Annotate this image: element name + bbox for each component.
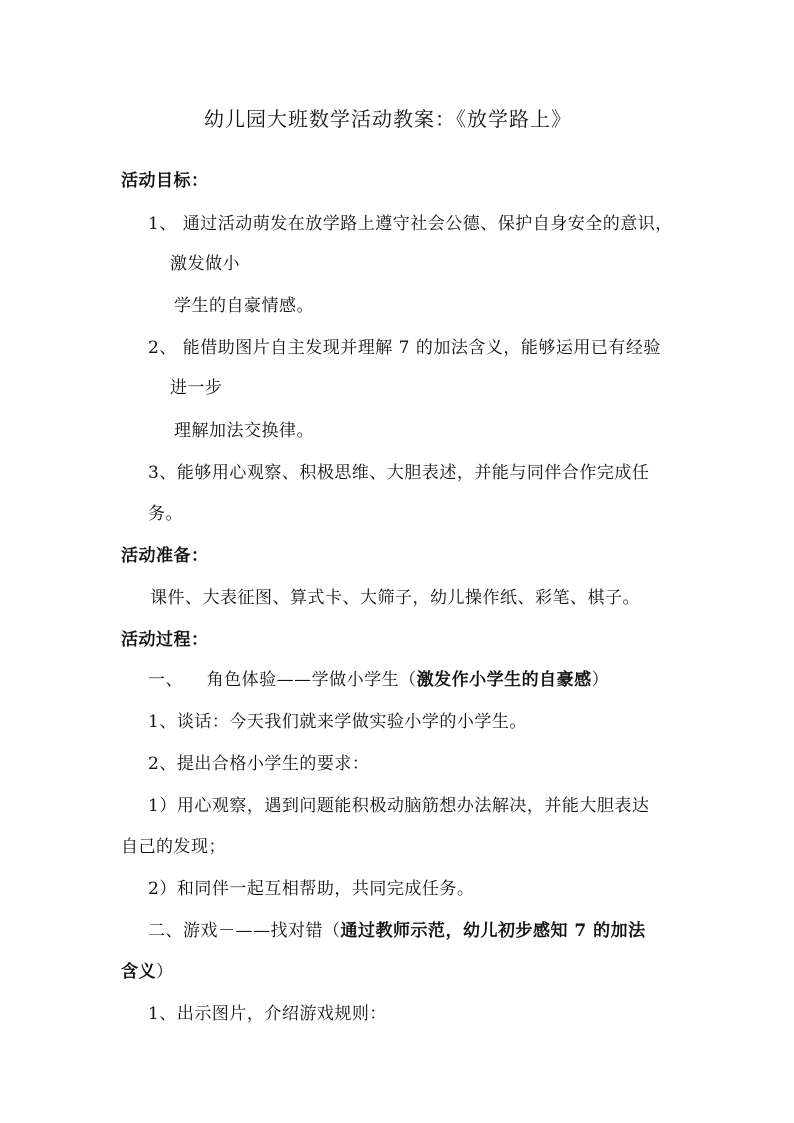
part-2-emphasis-line-2: 含义 [121, 962, 156, 982]
part-1-suffix: ） [591, 670, 610, 690]
document-title: 幼儿园大班数学活动教案：《放学路上》 [204, 107, 572, 131]
goal-2-line-3: 理解加法交换律。 [174, 421, 314, 441]
goal-2-line-1: 2、 能借助图片自主发现并理解 7 的加法含义，能够运用已有经验 [148, 338, 661, 358]
part-1-emphasis: 激发作小学生的自豪感 [416, 670, 592, 690]
goal-1-line-1: 1、 通过活动萌发在放学路上遵守社会公德、保护自身安全的意识， [148, 214, 673, 234]
process-part-2-line-2 [121, 961, 174, 983]
process-part-1 [148, 669, 609, 691]
goal-1-line-3: 学生的自豪情感。 [174, 296, 314, 316]
process-1-step-2: 2、提出合格小学生的要求： [148, 754, 370, 774]
process-1-req-1-line-1: 1）用心观察，遇到问题能积极动脑筋想办法解决，并能大胆表达 [148, 796, 650, 816]
part-2-emphasis-line-1: 通过教师示范，幼儿初步感知 7 的加法 [340, 921, 646, 941]
part-1-prefix: 一、 角色体验——学做小学生（ [148, 670, 417, 690]
part-2-suffix: ） [156, 962, 174, 982]
goal-1-line-2: 激发做小 [170, 254, 240, 274]
goal-3-line-2: 务。 [148, 504, 183, 524]
process-part-2 [148, 920, 646, 942]
goal-3-line-1: 3、能够用心观察、积极思维、大胆表述，并能与同伴合作完成任 [148, 463, 650, 483]
preparation-text: 课件、大表征图、算式卡、大筛子，幼儿操作纸、彩笔、棋子。 [150, 588, 640, 608]
process-2-step-1: 1、出示图片，介绍游戏规则： [148, 1004, 387, 1024]
part-2-prefix: 二、游戏－——找对错（ [148, 921, 341, 941]
preparation-heading: 活动准备： [121, 546, 209, 566]
process-1-step-1: 1、谈话：今天我们就来学做实验小学的小学生。 [148, 712, 527, 732]
goal-2-line-2: 进一步 [170, 378, 223, 398]
process-heading: 活动过程： [121, 630, 209, 650]
process-1-req-1-line-2: 自己的发现； [121, 837, 226, 857]
process-1-req-2: 2）和同伴一起互相帮助，共同完成任务。 [148, 879, 475, 899]
goals-heading: 活动目标： [121, 171, 209, 191]
